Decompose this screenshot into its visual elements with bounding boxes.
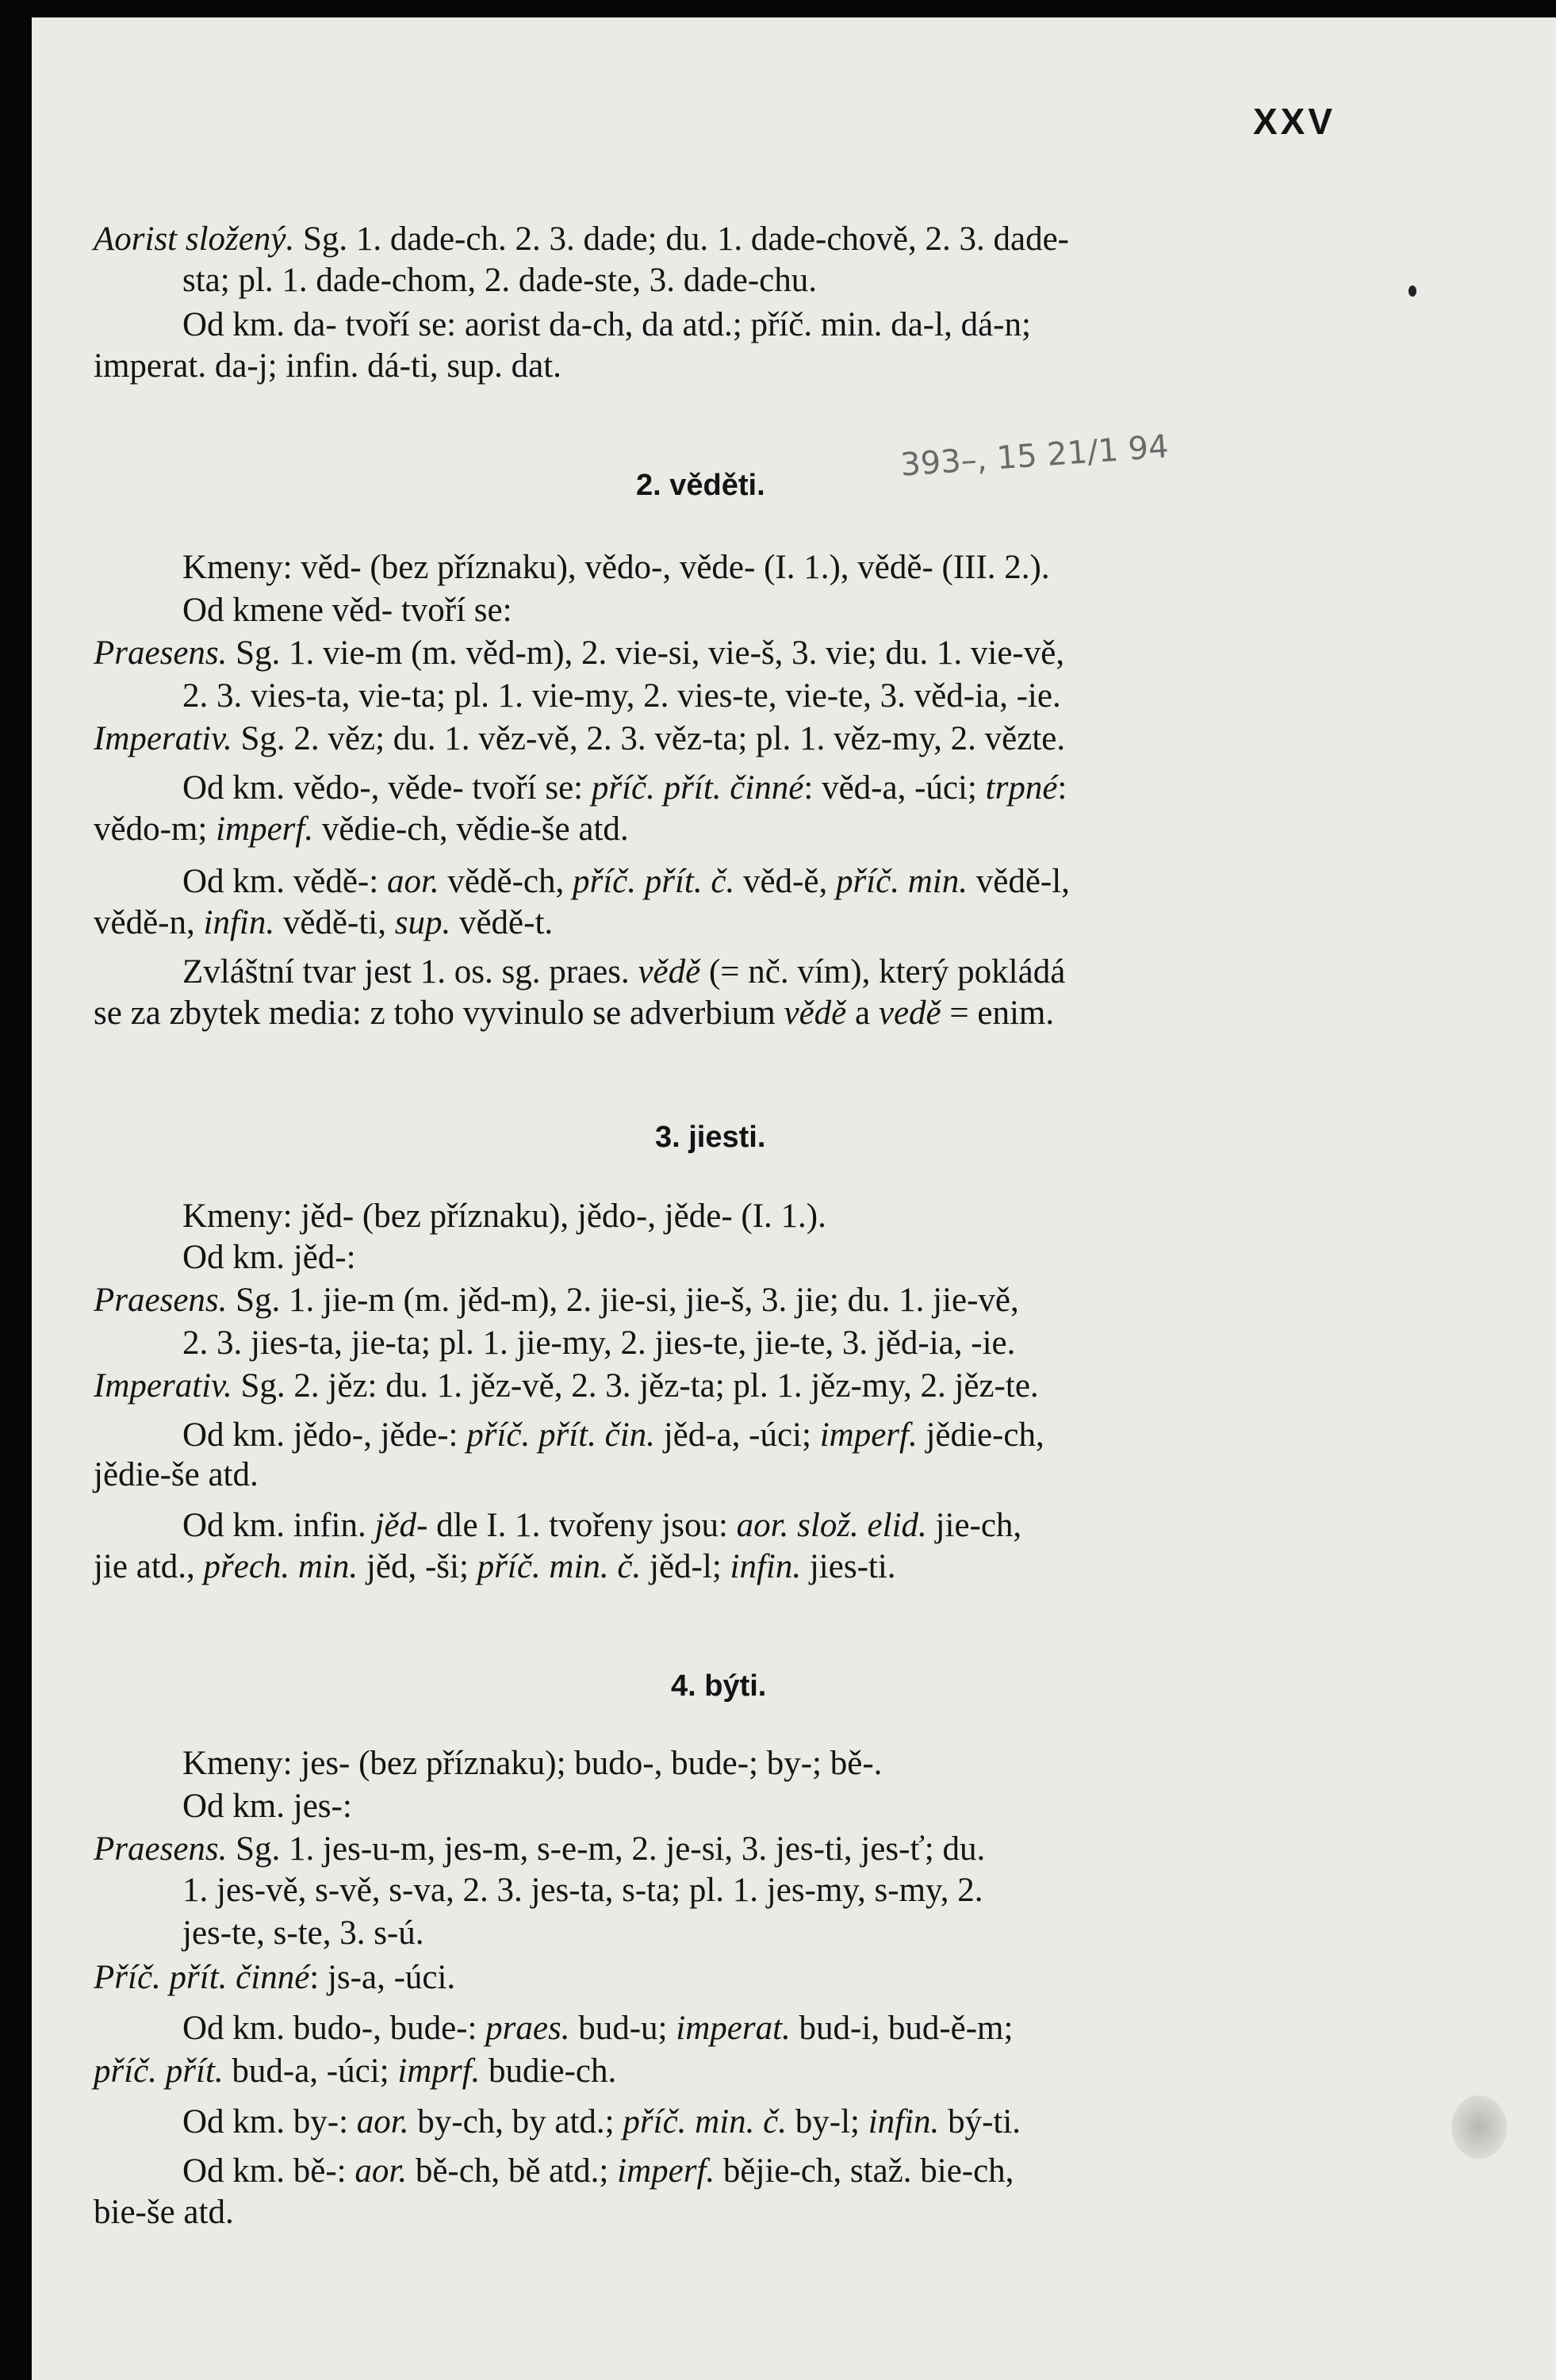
text-line: vědo-m; imperf. vědie-ch, vědie-še atd. xyxy=(94,811,629,848)
text-line: Kmeny: věd- (bez příznaku), vědo-, věde- (I. 1.), vědě- (III. 2.). xyxy=(182,549,1050,586)
text-line: jědie-še atd. xyxy=(94,1456,259,1493)
text-line: 2. 3. vies-ta, vie-ta; pl. 1. vie-my, 2. vies-te, vie-te, 3. věd-ia, -ie. xyxy=(182,677,1061,715)
text-line: bie-še atd. xyxy=(94,2194,234,2231)
text-line: příč. přít. bud-a, -úci; imprf. budie-ch. xyxy=(94,2052,617,2090)
text-line: Praesens. Sg. 1. jes-u-m, jes-m, s-e-m, 2. je-si, 3. jes-ti, jes-ť; du. xyxy=(94,1830,986,1868)
text-line: Od km. jědo-, jěde-: příč. přít. čin. jěd-a, -úci; imperf. jědie-ch, xyxy=(182,1416,1044,1454)
text-line: vědě-n, infin. vědě-ti, sup. vědě-t. xyxy=(94,904,554,941)
text-line: Zvláštní tvar jest 1. os. sg. praes. vědě (= nč. vím), který pokládá xyxy=(182,953,1066,991)
text-line: Aorist složený. Sg. 1. dade-ch. 2. 3. dade; du. 1. dade-chově, 2. 3. dade- xyxy=(94,220,1069,258)
text-line: Od km. budo-, bude-: praes. bud-u; imperat. bud-i, bud-ě-m; xyxy=(182,2010,1014,2047)
text-line: Od km. jes-: xyxy=(182,1788,352,1825)
text-line: 2. 3. jies-ta, jie-ta; pl. 1. jie-my, 2. jies-te, jie-te, 3. jěd-ia, -ie. xyxy=(182,1324,1016,1362)
section-heading: 4. býti. xyxy=(671,1669,767,1703)
text-line: Imperativ. Sg. 2. jěz: du. 1. jěz-vě, 2. 3. jěz-ta; pl. 1. jěz-my, 2. jěz-te. xyxy=(94,1367,1039,1405)
text-line: Kmeny: jes- (bez příznaku); budo-, bude-; by-; bě-. xyxy=(182,1745,883,1782)
text-line: Od km. da- tvoří se: aorist da-ch, da atd.; příč. min. da-l, dá-n; xyxy=(182,306,1031,343)
text-line: se za zbytek media: z toho vyvinulo se adverbium vědě a vedě = enim. xyxy=(94,995,1055,1032)
text-line: Imperativ. Sg. 2. věz; du. 1. věz-vě, 2. 3. věz-ta; pl. 1. věz-my, 2. vězte. xyxy=(94,720,1066,757)
handwritten-note: 393–, 15 21/1 94 xyxy=(899,428,1171,484)
text-line: Praesens. Sg. 1. vie-m (m. věd-m), 2. vie-si, vie-š, 3. vie; du. 1. vie-vě, xyxy=(94,634,1065,672)
page-number: XXV xyxy=(1253,101,1336,142)
text-line: Od km. bě-: aor. bě-ch, bě atd.; imperf. bějie-ch, staž. bie-ch, xyxy=(182,2152,1014,2190)
text-line: Od km. jěd-: xyxy=(182,1239,356,1276)
book-page xyxy=(32,17,1556,2380)
text-line: sta; pl. 1. dade-chom, 2. dade-ste, 3. dade-chu. xyxy=(182,262,818,299)
text-line: Od km. vědě-: aor. vědě-ch, příč. přít. č. věd-ě, příč. min. vědě-l, xyxy=(182,863,1070,900)
text-line: Od km. vědo-, věde- tvoří se: příč. přít. činné: věd-a, -úci; trpné: xyxy=(182,769,1067,807)
text-line: Od kmene věd- tvoří se: xyxy=(182,592,512,629)
text-line: Od km. infin. jěd- dle I. 1. tvořeny jsou: aor. slož. elid. jie-ch, xyxy=(182,1507,1022,1544)
text-line: 1. jes-vě, s-vě, s-va, 2. 3. jes-ta, s-ta; pl. 1. jes-my, s-my, 2. xyxy=(182,1872,983,1909)
text-line: jie atd., přech. min. jěd, -ši; příč. min. č. jěd-l; infin. jies-ti. xyxy=(94,1548,896,1585)
text-line: imperat. da-j; infin. dá-ti, sup. dat. xyxy=(94,347,561,385)
text-line: Kmeny: jěd- (bez příznaku), jědo-, jěde- (I. 1.). xyxy=(182,1198,826,1235)
text-line: jes-te, s-te, 3. s-ú. xyxy=(182,1914,424,1952)
text-line: Příč. přít. činné: js-a, -úci. xyxy=(94,1959,456,1996)
text-line: Od km. by-: aor. by-ch, by atd.; příč. min. č. by-l; infin. bý-ti. xyxy=(182,2103,1021,2140)
section-heading: 3. jiesti. xyxy=(655,1121,766,1154)
text-line: Praesens. Sg. 1. jie-m (m. jěd-m), 2. jie-si, jie-š, 3. jie; du. 1. jie-vě, xyxy=(94,1282,1019,1319)
section-heading: 2. věděti. xyxy=(636,469,765,502)
